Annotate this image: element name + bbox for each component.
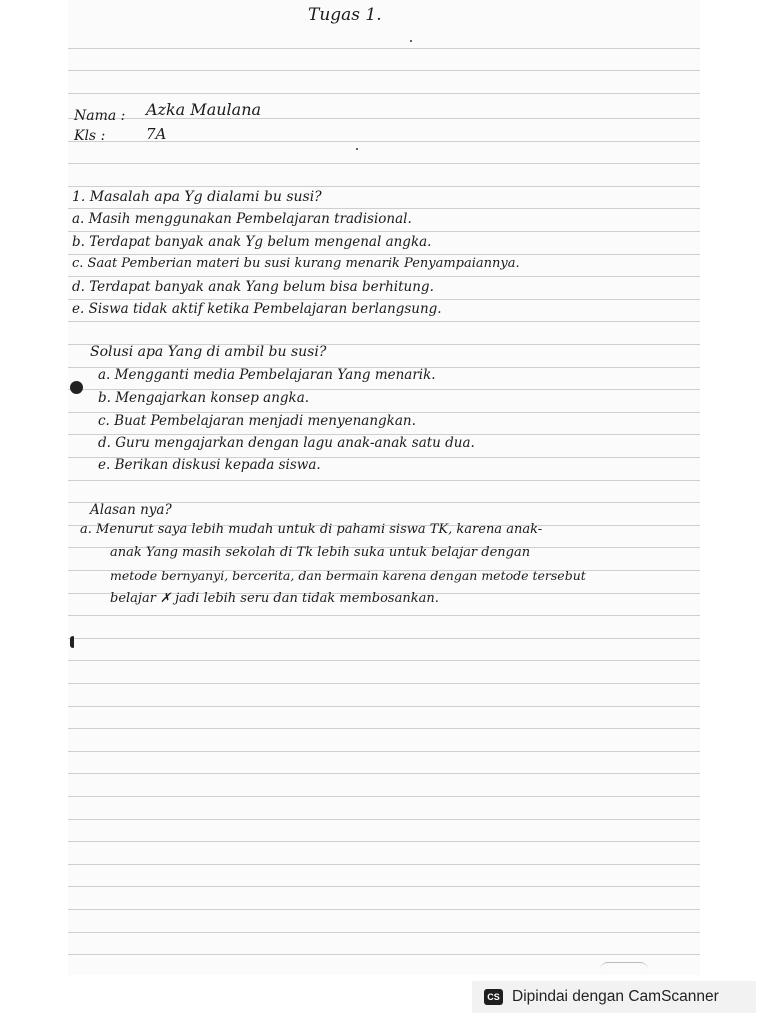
ruled-line: [68, 615, 700, 616]
ruled-line: [68, 706, 700, 707]
ruled-line: [68, 841, 700, 842]
ruled-line: [68, 796, 700, 797]
camscanner-logo-icon: CS: [484, 989, 503, 1005]
ruled-line: [68, 163, 700, 164]
ruled-line: [68, 208, 700, 209]
ruled-line: [68, 773, 700, 774]
section-2-item-a: a. Mengganti media Pembelajaran Yang menarik.: [98, 367, 436, 383]
page-title: Tugas 1.: [308, 5, 382, 25]
class-value: 7A: [146, 125, 167, 143]
ink-speck: [356, 148, 358, 150]
section-3-line-2: anak Yang masih sekolah di Tk lebih suka untuk belajar dengan: [110, 545, 531, 560]
ruled-line: [68, 48, 700, 49]
watermark-text: Dipindai dengan CamScanner: [512, 988, 719, 1005]
ruled-line: [68, 231, 700, 232]
page-stamp: [600, 962, 648, 973]
ruled-line: [68, 751, 700, 752]
ruled-line: [68, 321, 700, 322]
ruled-line: [68, 480, 700, 481]
binder-hole: [70, 381, 83, 394]
section-2-item-e: e. Berikan diskusi kepada siswa.: [98, 457, 321, 473]
class-label: Kls :: [74, 128, 106, 144]
section-1-item-b: b. Terdapat banyak anak Yg belum mengenal angka.: [72, 234, 432, 250]
ruled-line: [68, 93, 700, 94]
ruled-line: [68, 886, 700, 887]
section-2-heading: Solusi apa Yang di ambil bu susi?: [90, 344, 327, 360]
ink-speck: [410, 40, 412, 42]
student-name: Azka Maulana: [146, 100, 262, 119]
section-3-line-4: belajar ✗ jadi lebih seru dan tidak membosankan.: [110, 591, 439, 606]
section-2-item-b: b. Mengajarkan konsep angka.: [98, 390, 310, 406]
binder-hole: [70, 636, 74, 648]
ruled-line: [68, 683, 700, 684]
ruled-line: [68, 932, 700, 933]
notebook-page: [68, 0, 700, 975]
section-1-item-c: c. Saat Pemberian materi bu susi kurang menarik Penyampaiannya.: [72, 256, 520, 271]
ruled-line: [68, 864, 700, 865]
section-1-item-d: d. Terdapat banyak anak Yang belum bisa berhitung.: [72, 279, 434, 295]
section-2-item-d: d. Guru mengajarkan dengan lagu anak-anak satu dua.: [98, 435, 475, 451]
section-3-line-3: metode bernyanyi, bercerita, dan bermain karena dengan metode tersebut: [110, 568, 586, 583]
ruled-line: [68, 70, 700, 71]
section-2-item-c: c. Buat Pembelajaran menjadi menyenangkan.: [98, 413, 416, 429]
ruled-line: [68, 728, 700, 729]
section-3-heading: Alasan nya?: [90, 502, 172, 518]
ruled-line: [68, 909, 700, 910]
ruled-line: [68, 276, 700, 277]
ruled-line: [68, 819, 700, 820]
section-3-line-1: a. Menurut saya lebih mudah untuk di pahami siswa TK, karena anak-: [80, 522, 543, 537]
section-1-item-e: e. Siswa tidak aktif ketika Pembelajaran berlangsung.: [72, 301, 442, 317]
ruled-line: [68, 660, 700, 661]
ruled-line: [68, 954, 700, 955]
section-1-heading: 1. Masalah apa Yg dialami bu susi?: [72, 189, 322, 205]
camscanner-watermark: [472, 981, 756, 1013]
section-1-item-a: a. Masih menggunakan Pembelajaran tradisional.: [72, 211, 412, 227]
name-label: Nama :: [74, 108, 126, 124]
ruled-line: [68, 638, 700, 639]
ruled-line: [68, 186, 700, 187]
